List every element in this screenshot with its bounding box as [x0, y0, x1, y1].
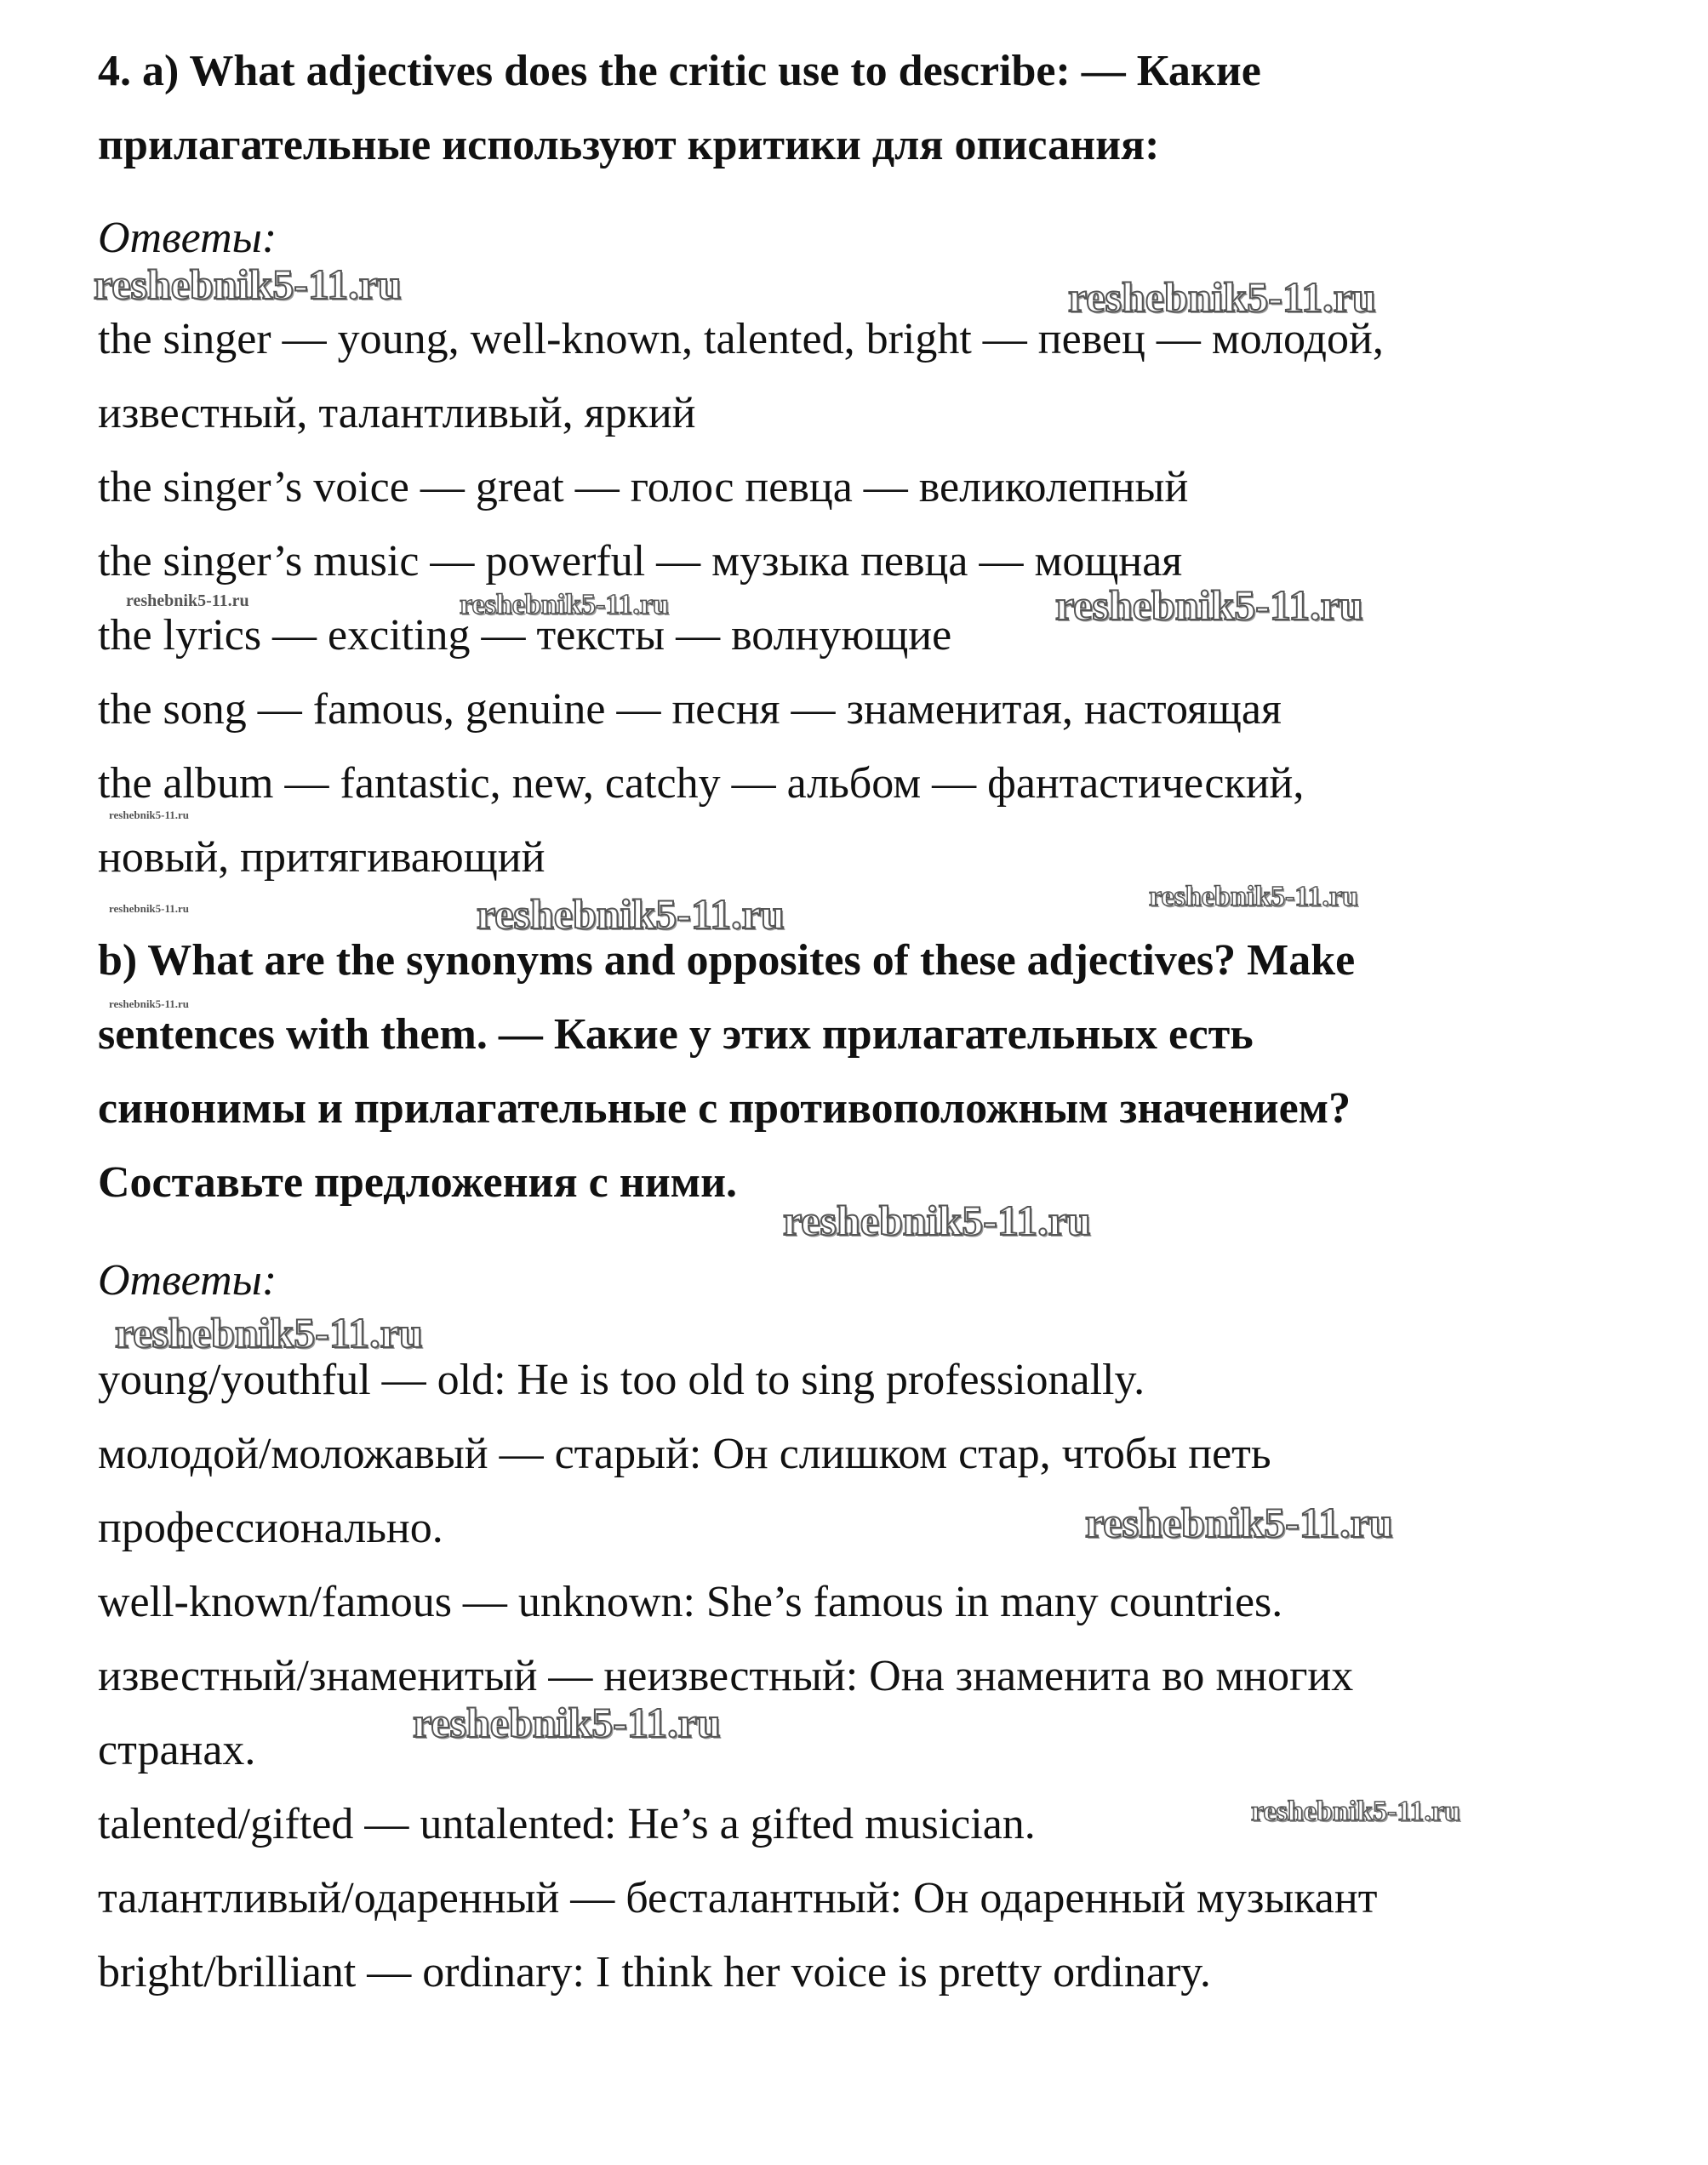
- answer-line: новый, притягивающий: [98, 833, 546, 882]
- part-b-heading: [98, 923, 1613, 1220]
- answer-line: известный, талантливый, яркий: [98, 389, 696, 437]
- answer-line: профессионально.: [98, 1504, 443, 1552]
- answer-line: странах.: [98, 1726, 256, 1774]
- answer-line: well-known/famous — unknown: She’s famous in many countries.: [98, 1578, 1283, 1626]
- watermark: reshebnik5-11.ru: [1251, 1796, 1460, 1827]
- part-b-heading-line: b) What are the synonyms and opposites of these adjectives? Make: [98, 936, 1356, 985]
- answer-line: the lyrics — exciting — тексты — волнующие: [98, 611, 952, 660]
- part-b-heading-line: синонимы и прилагательные с противоположным значением?: [98, 1084, 1351, 1133]
- answer-line: молодой/моложавый — старый: Он слишком стар, чтобы петь: [98, 1430, 1271, 1478]
- watermark: reshebnik5-11.ru: [115, 1309, 423, 1357]
- watermark: reshebnik5-11.ru: [477, 890, 785, 938]
- part-a-heading-line-1: 4. a) What adjectives does the critic use to describe: — Какие: [98, 47, 1261, 95]
- watermark: reshebnik5-11.ru: [109, 997, 190, 1010]
- answer-line: talented/gifted — untalented: He’s a gifted musician.: [98, 1800, 1036, 1848]
- part-a-answer-list: [98, 302, 1613, 894]
- part-b-heading-line: Составьте предложения с ними.: [98, 1158, 738, 1207]
- part-a-answers-label-block: [98, 213, 1613, 264]
- answer-line: young/youthful — old: He is too old to sing professionally.: [98, 1356, 1145, 1404]
- watermark: reshebnik5-11.ru: [109, 902, 190, 915]
- part-b-answers-label-block: [98, 1255, 1613, 1306]
- part-a-heading-line-2: прилагательные используют критики для описания:: [98, 121, 1160, 169]
- answer-line: известный/знаменитый — неизвестный: Она знаменита во многих: [98, 1652, 1354, 1700]
- watermark: reshebnik5-11.ru: [1055, 581, 1363, 629]
- part-a-answers-label: Ответы:: [98, 214, 277, 262]
- watermark: reshebnik5-11.ru: [1085, 1499, 1393, 1546]
- watermark: reshebnik5-11.ru: [1149, 881, 1358, 912]
- watermark: reshebnik5-11.ru: [460, 589, 669, 620]
- part-b-answer-list: [98, 1343, 1613, 2009]
- part-b-answers-label: Ответы:: [98, 1256, 277, 1305]
- part-b-heading-line: sentences with them. — Какие у этих прилагательных есть: [98, 1010, 1254, 1059]
- watermark: reshebnik5-11.ru: [783, 1197, 1091, 1244]
- answer-line: the singer — young, well-known, talented, bright — певец — молодой,: [98, 315, 1384, 363]
- watermark: reshebnik5-11.ru: [126, 591, 249, 610]
- watermark: reshebnik5-11.ru: [94, 260, 402, 308]
- part-a-heading: [98, 34, 1613, 182]
- answer-line: the singer’s music — powerful — музыка певца — мощная: [98, 537, 1183, 586]
- answer-line: the album — fantastic, new, catchy — альбом — фантастический,: [98, 759, 1305, 808]
- answer-line: the song — famous, genuine — песня — знаменитая, настоящая: [98, 685, 1282, 734]
- answer-line: талантливый/одаренный — бесталантный: Он одаренный музыкант: [98, 1874, 1378, 1922]
- watermark: reshebnik5-11.ru: [413, 1699, 721, 1746]
- answer-line: bright/brilliant — ordinary: I think her voice is pretty ordinary.: [98, 1948, 1211, 1996]
- watermark: reshebnik5-11.ru: [1068, 273, 1376, 321]
- answer-line: the singer’s voice — great — голос певца — великолепный: [98, 463, 1189, 511]
- watermark: reshebnik5-11.ru: [109, 808, 190, 821]
